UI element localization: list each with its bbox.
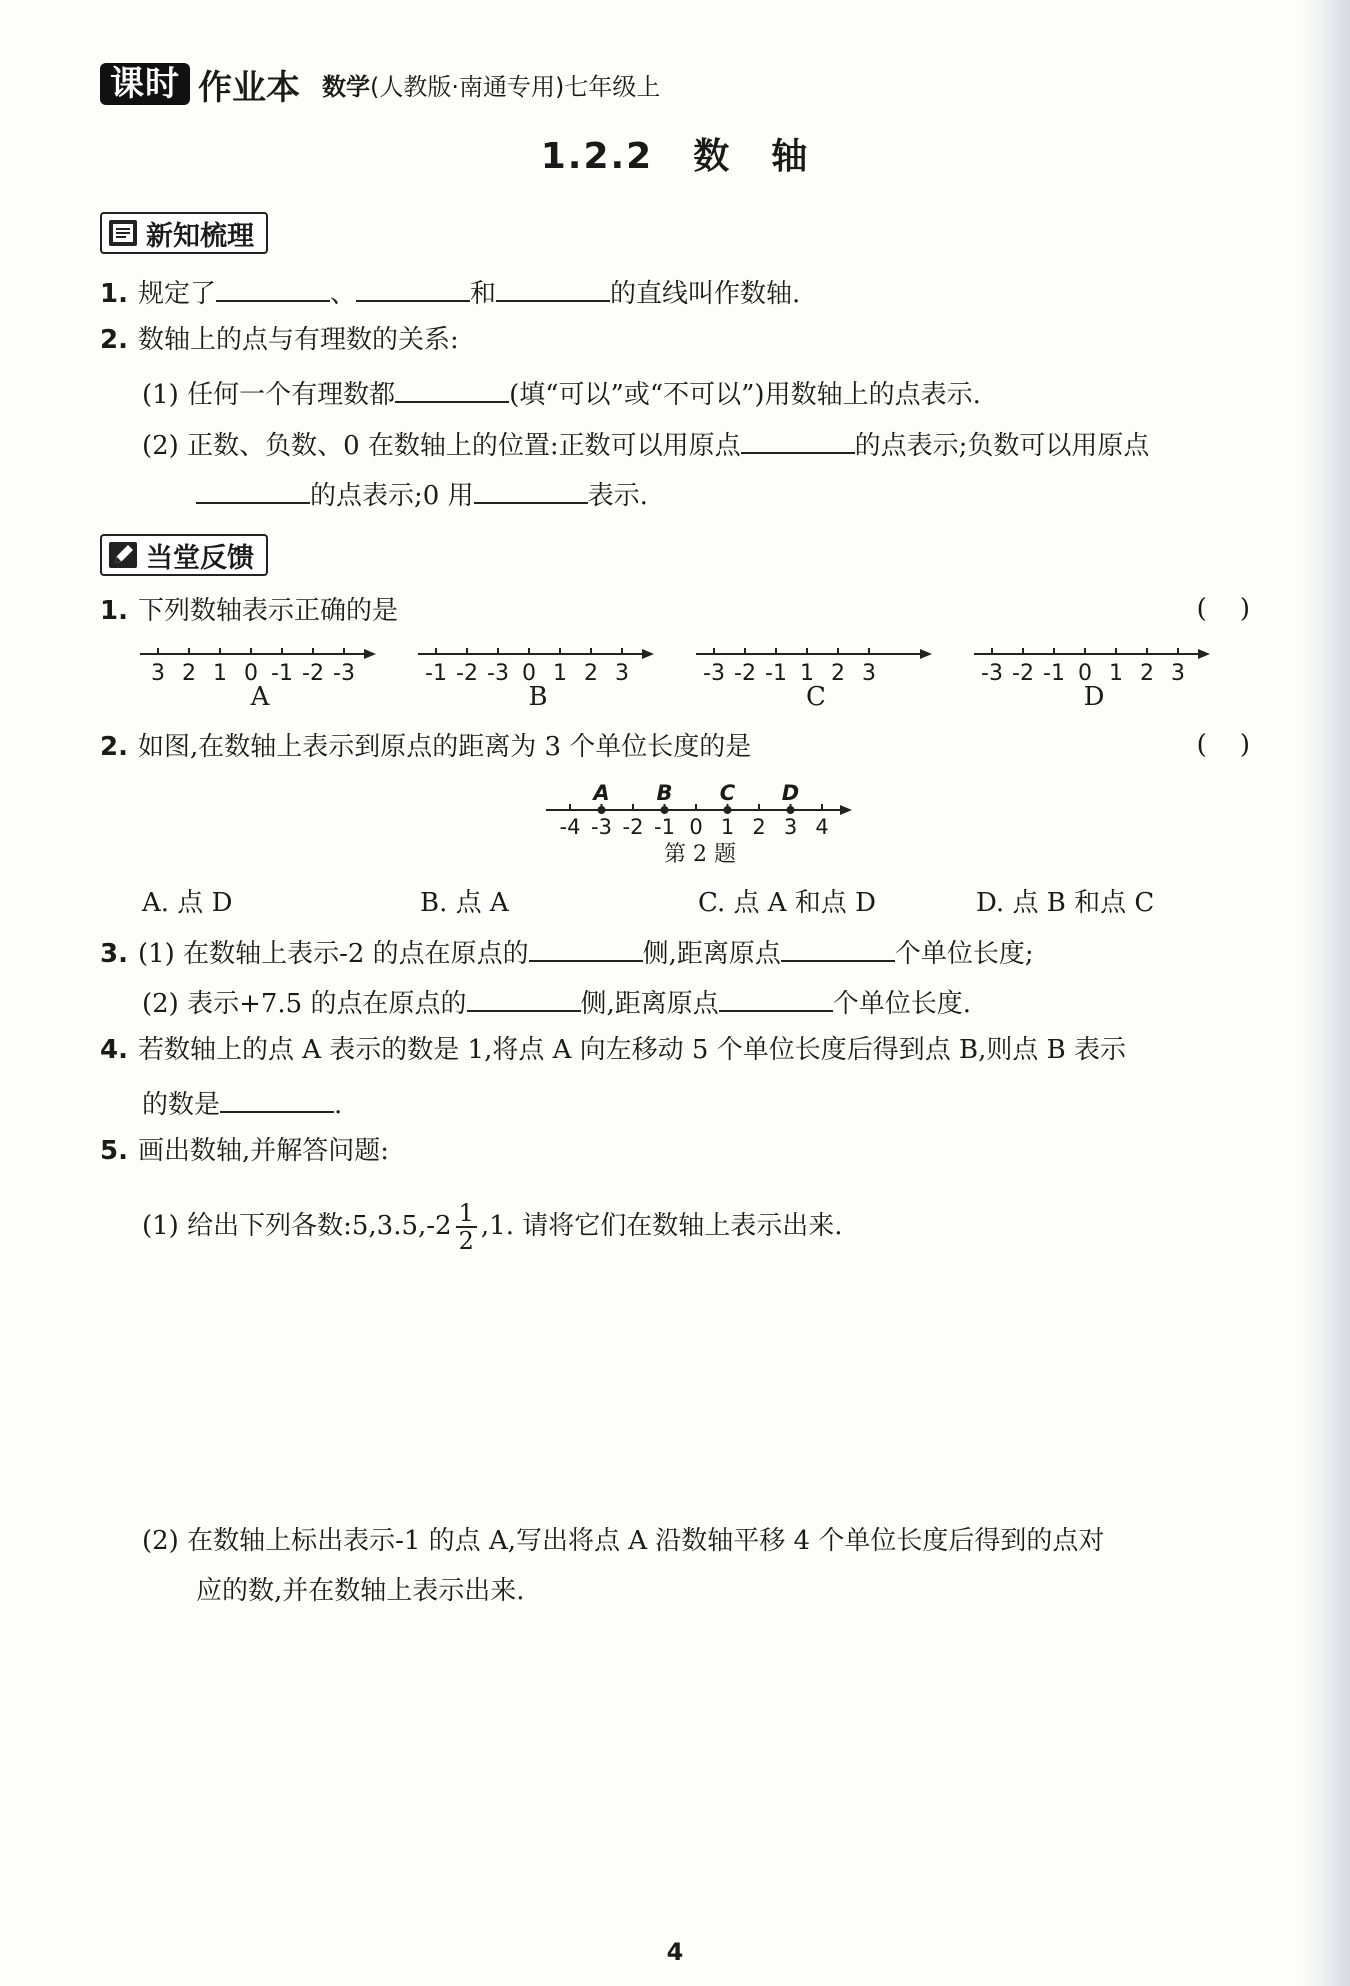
point-label-d: D [781,781,800,805]
tick-label: 3 [615,661,629,686]
option-axis-d [974,648,1210,686]
tick-label: 3 [1171,661,1185,686]
title-text-b: 轴 [771,136,810,177]
tick-label: 3 [151,661,165,686]
point-label-a: A [593,781,610,805]
axis-arrow [840,805,852,815]
answer-blank[interactable] [356,272,470,302]
option-axis-a [140,648,376,686]
tick-label: 0 [1078,661,1092,686]
q2-number-line-figure [0,776,1350,840]
s2-question-5: 5. 画出数轴,并解答问题: [100,1136,389,1166]
option-label-b[interactable]: B [528,682,548,712]
tick-label: -1 [765,661,787,686]
figure-caption: 第 2 题 [664,842,736,867]
s2-question-2: 2. 如图,在数轴上表示到原点的距离为 3 个单位长度的是 [100,732,752,762]
tick-label: -2 [456,661,478,686]
title-text-a: 数 [693,136,732,177]
section-tag-label: 新知梳理 [146,220,254,252]
s1-question-2-part-2-cont: 的点表示;0 用 表示. [196,474,648,513]
tick-label: 2 [584,661,598,686]
figure-axis [546,781,852,839]
answer-blank[interactable] [395,373,509,403]
choice-d[interactable]: D. 点 B 和点 C [976,888,1155,918]
option-label-a[interactable]: A [250,682,270,712]
brand-name: 作业本 [198,67,300,108]
page-number: 4 [666,1938,684,1966]
tick-label: 1 [553,661,567,686]
section-tag-new-knowledge [100,212,268,254]
section-tag-label: 当堂反馈 [146,542,254,574]
tick-label: -3 [981,661,1003,686]
tick-label: -1 [1043,661,1065,686]
tick-label: -3 [333,661,355,686]
choice-b[interactable]: B. 点 A [420,888,509,918]
s1-question-2-part-1: (1) 任何一个有理数都 (填“可以”或“不可以”)用数轴上的点表示. [142,373,981,412]
s2-question-1: 1. 下列数轴表示正确的是 [100,596,398,626]
tick-label: -2 [622,815,644,839]
tick-label: -1 [654,815,675,839]
answer-blank[interactable] [196,474,310,504]
axis-arrow [920,649,932,659]
tick-label: 1 [1109,661,1123,686]
tick-label: -3 [703,661,725,686]
tick-label: -2 [302,661,324,686]
option-axis-c [696,648,932,686]
answer-blank[interactable] [216,272,330,302]
point-label-c: C [719,781,736,805]
answer-blank[interactable] [474,474,588,504]
s2-question-4-cont: 的数是 . [142,1083,342,1122]
axis-arrow [642,649,654,659]
tick-label: -2 [734,661,756,686]
answer-blank[interactable] [467,982,581,1012]
axis-arrow [364,649,376,659]
tick-label: -1 [271,661,293,686]
choice-a[interactable]: A. 点 D [142,888,233,918]
tick-label: -2 [1012,661,1034,686]
answer-blank[interactable] [220,1083,334,1113]
tick-label: -4 [559,815,581,839]
tick-label: 3 [783,815,798,839]
s2-question-5-part-2: (2) 在数轴上标出表示-1 的点 A,写出将点 A 沿数轴平移 4 个单位长度后得到的点对 [142,1526,1105,1556]
axis-arrow [1198,649,1210,659]
answer-blank[interactable] [781,932,895,962]
book-header [100,60,660,108]
point-a [598,806,606,814]
s2-question-4: 4. 若数轴上的点 A 表示的数是 1,将点 A 向左移动 5 个单位长度后得到点 B,则点 B 表示 [100,1035,1126,1065]
point-c [724,806,732,814]
option-label-d[interactable]: D [1083,682,1105,712]
option-axis-b [418,648,654,686]
s2-question-5-part-1: (1) 给出下列各数:5,3.5,-2 $\frac{1}{2}$ ,1. 请将它们在数轴上表示出来. [142,1199,843,1255]
tick-label: 3 [862,661,876,686]
tick-label: 4 [815,815,829,839]
brand-logo: 课时 [100,63,190,105]
choice-c[interactable]: C. 点 A 和点 D [698,888,876,918]
point-label-b: B [656,781,673,805]
s2-question-3-part-1: 3. (1) 在数轴上表示-2 的点在原点的 侧,距离原点 个单位长度; [100,932,1034,971]
point-d [787,806,795,814]
option-label-c[interactable]: C [806,682,826,712]
answer-bracket[interactable]: ( ) [1196,730,1250,760]
tick-label: -3 [591,815,612,839]
answer-blank[interactable] [496,272,610,302]
s2-question-3-part-2: (2) 表示+7.5 的点在原点的 侧,距离原点 个单位长度. [142,982,971,1021]
s1-question-1: 1. 规定了 、 和 的直线叫作数轴. [100,272,800,311]
q1-number-line-options [0,630,1350,690]
s1-question-2-part-2: (2) 正数、负数、0 在数轴上的位置:正数可以用原点 的点表示;负数可以用原点 [142,424,1149,463]
fraction-one-half: $\frac{1}{2}$ [456,1200,477,1254]
point-b [661,806,669,814]
title-number: 1.2.2 [540,136,654,177]
book-info [322,67,660,102]
s2-question-5-part-2-cont: 应的数,并在数轴上表示出来. [196,1576,525,1606]
answer-blank[interactable] [741,424,855,454]
tick-label: 0 [522,661,536,686]
tick-label: 1 [800,661,814,686]
tick-label: -3 [487,661,509,686]
tick-label: -1 [425,661,447,686]
page-title [0,128,1350,179]
tick-label: 2 [182,661,196,686]
page-edge-shadow [1302,0,1350,1986]
subject-label: 数学 [322,72,370,101]
book-icon [108,219,138,247]
answer-blank[interactable] [719,982,833,1012]
s1-question-2: 2. 数轴上的点与有理数的关系: [100,325,459,355]
tick-label: 2 [1140,661,1154,686]
pencil-icon [108,541,138,569]
section-tag-feedback [100,534,268,576]
tick-label: 2 [752,815,766,839]
answer-bracket[interactable]: ( ) [1196,594,1250,624]
tick-label: 1 [720,815,735,839]
edition-label: (人教版·南通专用)七年级上 [370,72,661,101]
tick-label: 0 [244,661,258,686]
answer-blank[interactable] [529,932,643,962]
tick-label: 0 [689,815,703,839]
tick-label: 2 [831,661,845,686]
tick-label: 1 [213,661,227,686]
